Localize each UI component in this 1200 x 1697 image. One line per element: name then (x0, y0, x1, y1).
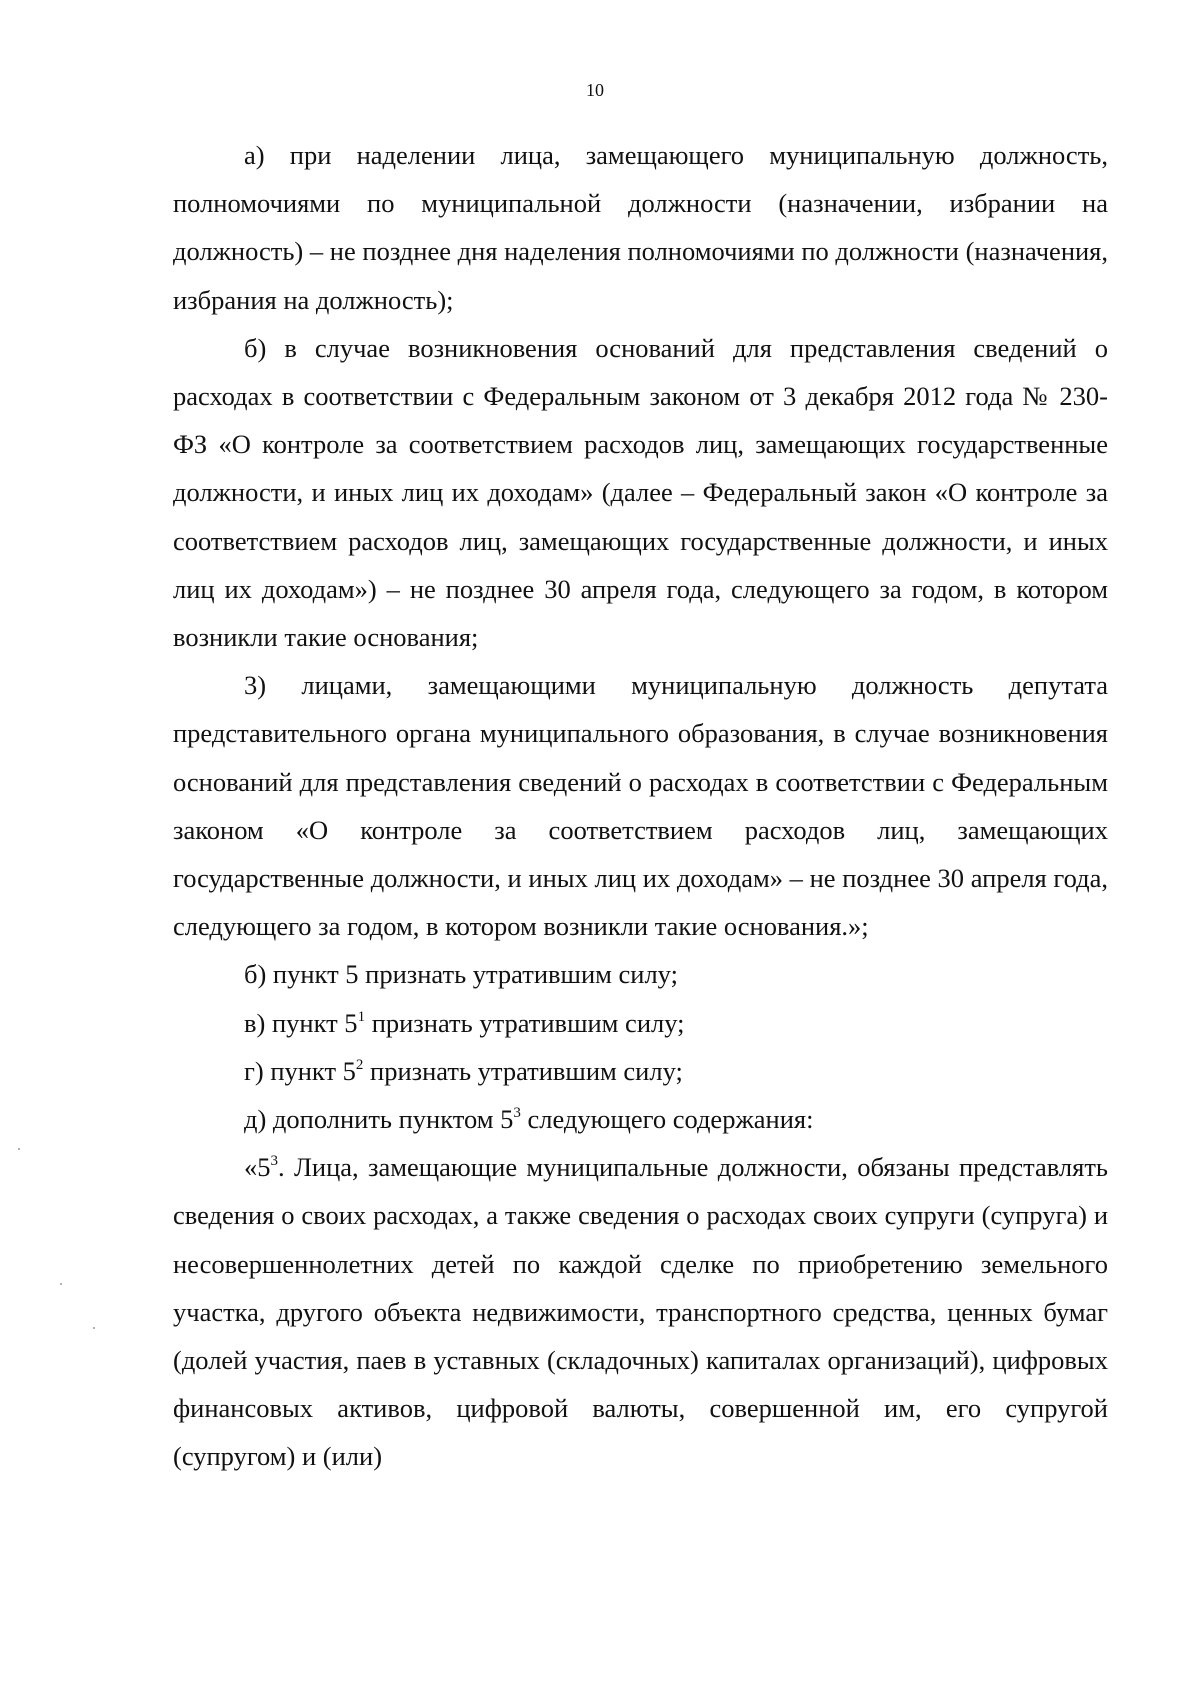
superscript-index: 2 (355, 1056, 364, 1073)
paragraph-text-before: д) дополнить пунктом 5 (244, 1104, 514, 1135)
document-body (173, 131, 1108, 1481)
paragraph-text-after: признать утратившим силу; (365, 1007, 685, 1038)
paragraph-text-before: «5 (244, 1152, 271, 1183)
scan-speck (93, 1327, 95, 1329)
paragraph-text-after: следующего содержания: (520, 1104, 814, 1135)
paragraph-v-item-5-1-repealed (173, 999, 1108, 1047)
paragraph-text-before: в) пункт 5 (244, 1007, 358, 1038)
superscript-index: 1 (357, 1008, 366, 1025)
paragraph-text-after: признать утратившим силу; (363, 1055, 683, 1086)
paragraph-b-expense-grounds: б) в случае возникновения оснований для представления сведений о расходах в соответствии с Федеральным законом от 3 декабря 2012 года № 230-ФЗ «О контроле за соответствием расходов лиц, замещающих государственные должности, и иных лиц их доходам» (далее – Федеральный закон «О контроле за соответствием расходов лиц, замещающих государственные должности, и иных лиц их доходам») – не позднее 30 апреля года, следующего за годом, в котором возникли такие основания; (173, 332, 1108, 653)
scan-speck (18, 1148, 20, 1150)
paragraph-text-before: г) пункт 5 (244, 1055, 356, 1086)
paragraph-g-item-5-2-repealed (173, 1047, 1108, 1095)
paragraph-b-item-5-repealed: б) пункт 5 признать утратившим силу; (244, 959, 678, 990)
page-number: 10 (586, 80, 604, 100)
scan-speck (60, 1283, 62, 1285)
paragraph-d-add-item-5-3 (173, 1095, 1108, 1143)
paragraph-a-assignment: а) при наделении лица, замещающего муниципальную должность, полномочиями по муниципальной должности (назначении, избрании на должность) – не позднее дня наделения полномочиями по должности (назначения, избрания на должность); (173, 140, 1108, 315)
superscript-index: 3 (513, 1105, 521, 1122)
superscript-index: 3 (270, 1153, 278, 1170)
paragraph-3-deputies: 3) лицами, замещающими муниципальную должность депутата представительного органа муниципального образования, в случае возникновения оснований для представления сведений о расходах в соответствии с Федеральным законом «О контроле за соответствием расходов лиц, замещающих государственные должности, и иных лиц их доходам» – не позднее 30 апреля года, следующего за годом, в котором возникли такие основания.»; (173, 670, 1108, 942)
paragraph-text-after: . Лица, замещающие муниципальные должности, обязаны представлять сведения о своих расходах, а также сведения о расходах своих супруги (супруга) и несовершеннолетних детей по каждой сделке по приобретению земельного участка, другого объекта недвижимости, транспортного средства, ценных бумаг (долей участия, паев в уставных (складочных) капиталах организаций), цифровых финансовых активов, цифровой валюты, совершенной им, его супругой (супругом) и (или) (173, 1152, 1108, 1472)
paragraph-item-5-3-text (173, 1143, 1108, 1480)
